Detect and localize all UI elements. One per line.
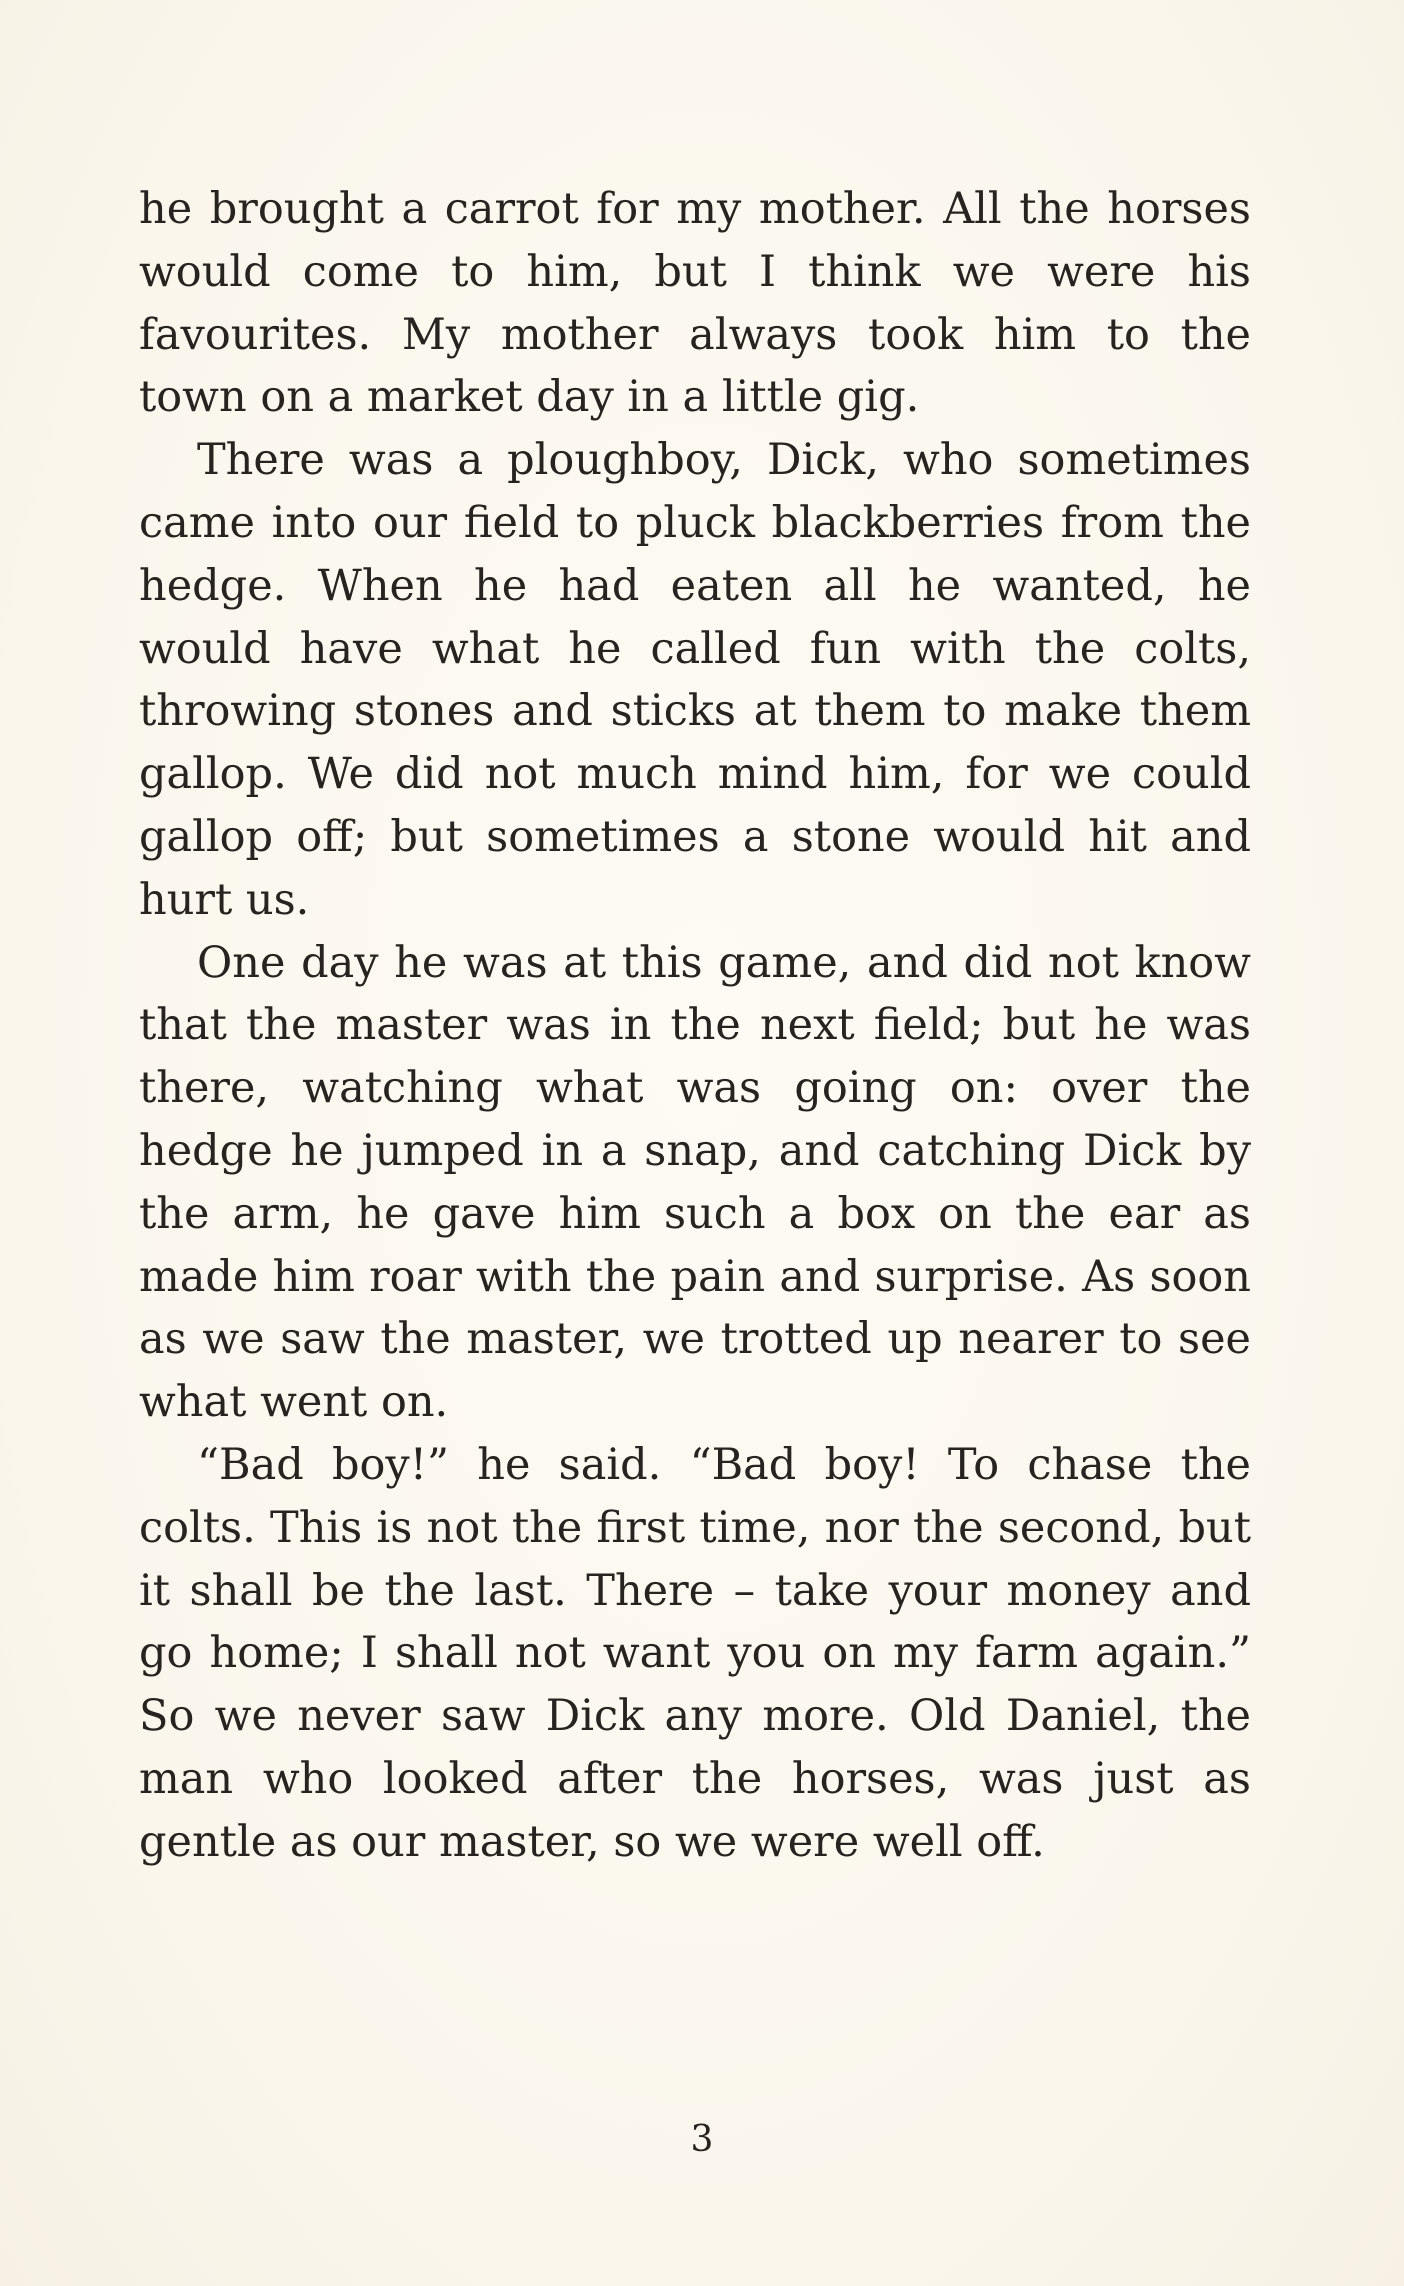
paragraph: There was a ploughboy, Dick, who sometimes came into our field to pluck blackberries from the hedge. When he had eaten all he wanted, he would have what he called fun with the colts, throwing stones and sticks at them to make them gallop. We did not much mind him, for we could gallop off; but sometimes a stone would hit and hurt us. <box>139 435 1251 925</box>
page-number: 3 <box>690 2119 714 2160</box>
paragraph: One day he was at this game, and did not know that the master was in the next field; but he was there, watching what was going on: over the hedge he jumped in a snap, and catching Dick by the arm, he gave him such a box on the ear as made him roar with the pain and surprise. As soon as we saw the master, we trotted up nearer to see what went on. <box>139 937 1251 1428</box>
body-text <box>139 178 1251 1874</box>
paragraph: “Bad boy!” he said. “Bad boy! To chase the colts. This is not the first time, nor the second, but it shall be the last. There – take your money and go home; I shall not want you on my farm again.” So we never saw Dick any more. Old Daniel, the man who looked after the horses, was just as gentle as our master, so we were well off. <box>139 1439 1251 1867</box>
paragraph: he brought a carrot for my mother. All the horses would come to him, but I think we were his favourites. My mother always took him to the town on a market day in a little gig. <box>139 184 1251 423</box>
